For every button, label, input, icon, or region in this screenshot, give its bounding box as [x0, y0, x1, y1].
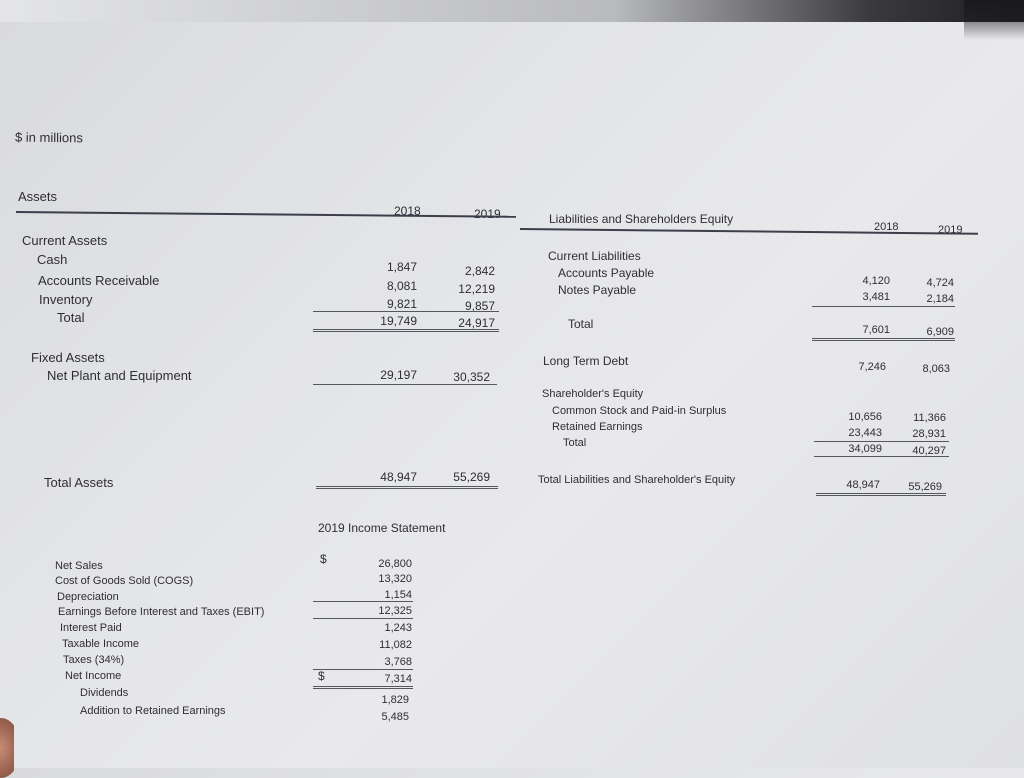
addition-to-retained-earnings-label: Addition to Retained Earnings: [80, 705, 226, 717]
fixed-assets-rule: [313, 384, 497, 385]
taxes-value: 3,768: [384, 656, 412, 668]
liabilities-header: Liabilities and Shareholders Equity: [549, 212, 734, 226]
current-liabilities-total-2019: 6,909: [926, 326, 954, 338]
accounts-payable-2018: 4,120: [862, 275, 890, 287]
retained-earnings-label: Retained Earnings: [552, 421, 643, 433]
interest-paid-value: 1,243: [384, 622, 412, 634]
notes-payable-label: Notes Payable: [558, 283, 637, 297]
finger: [0, 718, 14, 778]
current-liabilities-total-label: Total: [568, 317, 594, 331]
notes-payable-2018: 3,481: [862, 291, 890, 303]
background-edge: [0, 0, 1024, 22]
dividends-value: 1,829: [381, 694, 409, 706]
equity-subtotal-rule: [814, 441, 949, 442]
long-term-debt-2018: 7,246: [858, 361, 886, 373]
shareholders-equity-total-2018: 34,099: [848, 443, 882, 455]
depreciation-value: 1,154: [384, 589, 412, 601]
current-assets-total-2019: 24,917: [458, 316, 495, 330]
common-stock-2018: 10,656: [848, 411, 882, 423]
net-plant-label: Net Plant and Equipment: [47, 368, 192, 383]
common-stock-label: Common Stock and Paid-in Surplus: [552, 405, 727, 417]
income-interest-rule: [313, 618, 413, 619]
accounts-receivable-2019: 12,219: [458, 282, 495, 296]
net-sales-value: 26,800: [378, 558, 412, 570]
net-plant-2018: 29,197: [380, 368, 417, 382]
cogs-value: 13,320: [378, 573, 412, 585]
long-term-debt-label: Long Term Debt: [543, 354, 629, 368]
shareholders-equity-total-2019: 40,297: [912, 445, 946, 457]
taxable-income-value: 11,082: [379, 639, 412, 651]
currency-symbol-top: $: [320, 552, 327, 566]
units-label: $ in millions: [14, 129, 83, 146]
retained-earnings-2019: 28,931: [912, 428, 946, 440]
total-liabilities-label: Total Liabilities and Shareholder's Equity: [538, 474, 736, 486]
accounts-payable-label: Accounts Payable: [558, 266, 655, 280]
current-assets-total-2018: 19,749: [380, 314, 417, 328]
background-corner: [964, 0, 1024, 40]
ebit-value: 12,325: [378, 605, 412, 617]
currency-symbol-net-income: $: [318, 669, 325, 683]
net-income-label: Net Income: [65, 670, 122, 682]
current-liabilities-total-rule: [812, 338, 955, 341]
common-stock-2019: 11,366: [913, 412, 946, 424]
income-statement-title: 2019 Income Statement: [318, 521, 446, 535]
current-liabilities-total-2018: 7,601: [862, 324, 890, 336]
total-liabilities-2019: 55,269: [908, 481, 942, 493]
current-assets-total-rule: [313, 329, 499, 332]
total-assets-2018: 48,947: [380, 470, 417, 484]
net-income-value: 7,314: [384, 673, 412, 685]
liabilities-year-2019: 2019: [938, 224, 963, 236]
total-assets-label: Total Assets: [44, 475, 114, 490]
inventory-2019: 9,857: [464, 299, 495, 313]
total-assets-2019: 55,269: [453, 470, 490, 484]
accounts-receivable-label: Accounts Receivable: [38, 273, 160, 288]
ebit-label: Earnings Before Interest and Taxes (EBIT): [58, 606, 265, 618]
shareholders-equity-label: Shareholder's Equity: [542, 388, 644, 400]
current-assets-subtotal-rule: [313, 311, 499, 312]
income-ebit-rule: [313, 601, 413, 602]
current-liabilities-subtotal-rule: [812, 306, 955, 307]
taxable-income-label: Taxable Income: [62, 638, 140, 650]
current-assets-label: Current Assets: [22, 233, 108, 248]
fixed-assets-label: Fixed Assets: [31, 350, 105, 365]
equity-total-rule: [814, 456, 949, 457]
notes-payable-2019: 2,184: [926, 293, 954, 305]
current-assets-total-label: Total: [57, 310, 85, 325]
interest-paid-label: Interest Paid: [60, 622, 122, 634]
total-liabilities-2018: 48,947: [846, 479, 880, 491]
cogs-label: Cost of Goods Sold (COGS): [55, 575, 194, 587]
assets-header-rule: [16, 211, 516, 218]
inventory-2018: 9,821: [386, 297, 417, 311]
liabilities-header-rule: [520, 228, 978, 235]
retained-earnings-2018: 23,443: [848, 427, 882, 439]
inventory-label: Inventory: [39, 292, 93, 307]
accounts-payable-2019: 4,724: [926, 277, 954, 289]
cash-2018: 1,847: [386, 260, 417, 274]
income-net-income-rule: [313, 669, 413, 670]
assets-year-2018: 2018: [394, 204, 421, 218]
assets-year-2019: 2019: [474, 207, 501, 221]
assets-header: Assets: [18, 189, 58, 204]
taxes-label: Taxes (34%): [63, 654, 125, 666]
cash-2019: 2,842: [464, 264, 495, 278]
total-assets-rule: [316, 486, 498, 489]
accounts-receivable-2018: 8,081: [386, 279, 417, 293]
depreciation-label: Depreciation: [57, 591, 119, 603]
shareholders-equity-total-label: Total: [563, 437, 587, 449]
liabilities-year-2018: 2018: [874, 221, 899, 233]
dividends-label: Dividends: [80, 687, 129, 699]
current-liabilities-label: Current Liabilities: [548, 249, 641, 263]
cash-label: Cash: [37, 252, 68, 267]
income-net-income-double-rule: [313, 686, 413, 689]
net-sales-label: Net Sales: [55, 560, 103, 572]
addition-to-retained-earnings-value: 5,485: [381, 711, 409, 723]
net-plant-2019: 30,352: [453, 370, 490, 384]
total-liabilities-rule: [816, 493, 946, 496]
long-term-debt-2019: 8,063: [922, 363, 950, 375]
